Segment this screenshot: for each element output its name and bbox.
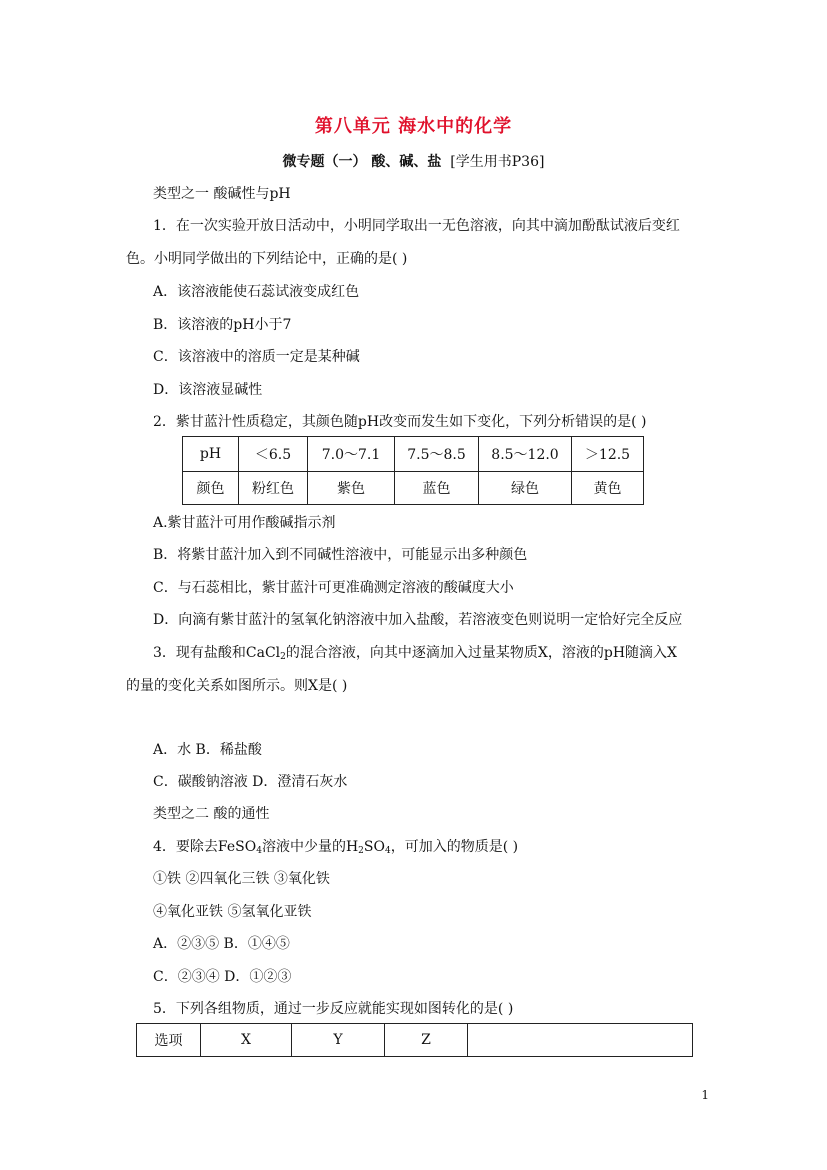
q3-options-ab: A．水 B．稀盐酸 [153,742,262,758]
section-heading-2: 类型之二 酸的通性 [153,806,270,822]
q3-stem-pre: 3．现有盐酸和CaCl [153,645,281,661]
q1-option-a: A．该溶液能使石蕊试液变成红色 [153,284,360,300]
subtitle-ref: [学生用书P36] [450,154,545,170]
table-cell: ＞12.5 [572,437,644,472]
q2-option-d: D．向滴有紫甘蓝汁的氢氧化钠溶液中加入盐酸，若溶液变色则说明一定恰好完全反应 [153,612,683,628]
q4-sub-1: 4 [256,846,262,856]
table-cell: 7.5～8.5 [395,437,479,472]
q1-option-b: B．该溶液的pH小于7 [153,317,292,333]
q4-substances-line2: ④氧化亚铁 ⑤氢氧化亚铁 [153,904,312,920]
q1-stem-line2: 色。小明同学做出的下列结论中，正确的是( ) [126,251,408,267]
q3-stem-line1 [153,642,677,662]
page-title: 第八单元 海水中的化学 [314,116,513,137]
q4-stem-d: ，可加入的物质是( ) [390,839,519,855]
page-number: 1 [701,1088,709,1102]
q3-stem-post: 的混合溶液，向其中逐滴加入过量某物质X，溶液的pH随滴入X [285,645,677,661]
q4-stem-a: 4．要除去FeSO [153,839,257,855]
table-header-cell: X [201,1024,292,1057]
q1-option-c: C．该溶液中的溶质一定是某种碱 [153,349,360,365]
q2-option-b: B．将紫甘蓝汁加入到不同碱性溶液中，可能显示出多种颜色 [153,547,528,563]
q2-stem: 2．紫甘蓝汁性质稳定，其颜色随pH改变而发生如下变化，下列分析错误的是( ) [153,414,647,430]
table-header-cell: Z [385,1024,468,1057]
subtitle [0,151,827,171]
table-row [137,1024,693,1057]
q4-options-ab: A．②③⑤ B．①④⑤ [153,936,290,952]
table-cell: 颜色 [183,472,239,505]
q4-stem-c: SO [363,839,385,855]
table-cell: 蓝色 [395,472,479,505]
q3-stem-sub: 2 [280,652,286,662]
q1-stem-line1: 1．在一次实验开放日活动中，小明同学取出一无色溶液，向其中滴加酚酞试液后变红 [153,218,680,234]
table-cell: 绿色 [479,472,572,505]
table-header-cell: 选项 [137,1024,201,1057]
table-cell: 黄色 [572,472,644,505]
q4-stem-b: 溶液中少量的H [261,839,359,855]
table-cell: pH [183,437,239,472]
q2-option-a: A.紫甘蓝汁可用作酸碱指示剂 [153,515,336,531]
section-heading-1: 类型之一 酸碱性与pH [153,186,291,202]
table-cell: 粉红色 [239,472,308,505]
table-row [183,437,644,472]
q4-sub-3: 4 [384,846,391,856]
q4-substances-line1: ①铁 ②四氧化三铁 ③氧化铁 [153,871,330,887]
q4-options-cd: C．②③④ D．①②③ [153,969,292,985]
q4-sub-2: 2 [358,846,364,856]
ph-color-table [182,436,644,505]
q3-stem-line2: 的量的变化关系如图所示。则X是( ) [126,678,348,694]
subtitle-topic: 微专题（一） 酸、碱、盐 [282,154,442,170]
q1-option-d: D．该溶液显碱性 [153,382,263,398]
table-cell: 紫色 [308,472,395,505]
table-cell: 7.0～7.1 [308,437,395,472]
q5-stem: 5．下列各组物质，通过一步反应就能实现如图转化的是( ) [153,1001,514,1017]
q5-table [136,1023,693,1057]
table-cell: 8.5～12.0 [479,437,572,472]
table-header-cell [468,1024,693,1057]
table-header-cell: Y [292,1024,385,1057]
table-row [183,472,644,505]
q3-options-cd: C．碳酸钠溶液 D．澄清石灰水 [153,774,348,790]
q2-option-c: C．与石蕊相比，紫甘蓝汁可更准确测定溶液的酸碱度大小 [153,580,514,596]
table-cell: ＜6.5 [239,437,308,472]
q4-stem [153,836,518,856]
